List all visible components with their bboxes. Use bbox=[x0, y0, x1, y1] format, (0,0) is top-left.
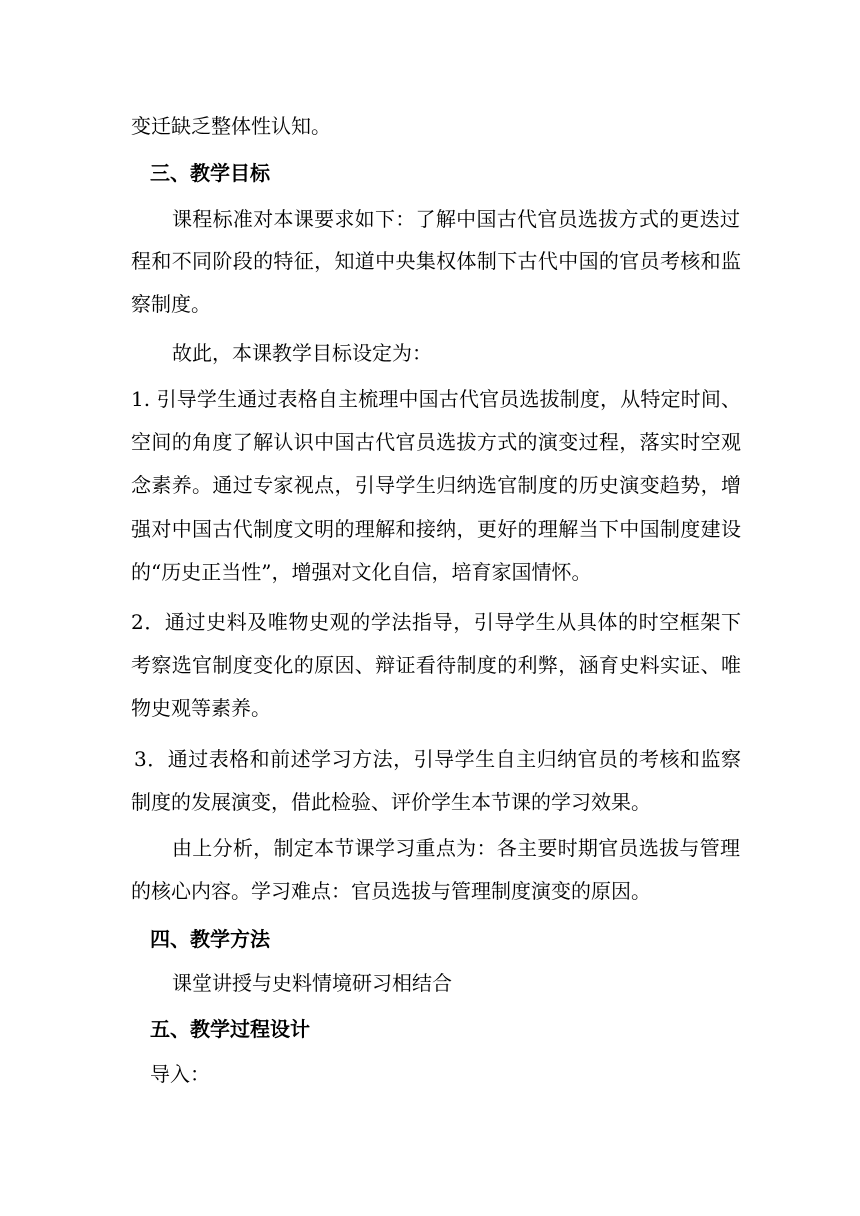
paragraph-line-intro: 导入： bbox=[150, 1062, 210, 1086]
section-heading-process-design: 五、教学过程设计 bbox=[150, 1017, 310, 1041]
paragraph-line: 故此，本课教学目标设定为： bbox=[172, 341, 432, 365]
goal-item-1-line: 念素养。通过专家视点，引导学生归纳选官制度的历史演变趋势，增 bbox=[131, 473, 741, 497]
goal-item-2-line: 2．通过史料及唯物史观的学法指导，引导学生从具体的时空框架下 bbox=[131, 610, 741, 634]
goal-item-2-line: 物史观等素养。 bbox=[131, 696, 271, 720]
paragraph-line: 由上分析，制定本节课学习重点为：各主要时期官员选拔与管理 bbox=[172, 836, 740, 860]
paragraph-line: 课堂讲授与史料情境研习相结合 bbox=[172, 971, 452, 995]
paragraph-line: 察制度。 bbox=[131, 292, 211, 316]
paragraph-line: 的核心内容。学习难点：官员选拔与管理制度演变的原因。 bbox=[131, 879, 651, 903]
goal-item-3-line: 3．通过表格和前述学习方法，引导学生自主归纳官员的考核和监察 bbox=[134, 747, 741, 771]
goal-item-2-line: 考察选官制度变化的原因、辩证看待制度的利弊，涵育史料实证、唯 bbox=[131, 653, 741, 677]
goal-item-1-line: 强对中国古代制度文明的理解和接纳，更好的理解当下中国制度建设 bbox=[131, 517, 741, 541]
goal-item-1-line: 的“历史正当性”，增强对文化自信，培育家国情怀。 bbox=[131, 560, 592, 584]
paragraph-line: 变迁缺乏整体性认知。 bbox=[131, 114, 331, 138]
goal-item-3-line: 制度的发展演变，借此检验、评价学生本节课的学习效果。 bbox=[131, 790, 651, 814]
goal-item-1-line: 空间的角度了解认识中国古代官员选拔方式的演变过程，落实时空观 bbox=[131, 430, 741, 454]
paragraph-line: 程和不同阶段的特征，知道中央集权体制下古代中国的官员考核和监 bbox=[131, 249, 741, 273]
paragraph-line: 课程标准对本课要求如下：了解中国古代官员选拔方式的更迭过 bbox=[172, 207, 740, 231]
section-heading-teaching-methods: 四、教学方法 bbox=[150, 927, 270, 951]
section-heading-teaching-goals: 三、教学目标 bbox=[150, 161, 270, 185]
goal-item-1-line: 1. 引导学生通过表格自主梳理中国古代官员选拔制度，从特定时间、 bbox=[131, 387, 741, 411]
